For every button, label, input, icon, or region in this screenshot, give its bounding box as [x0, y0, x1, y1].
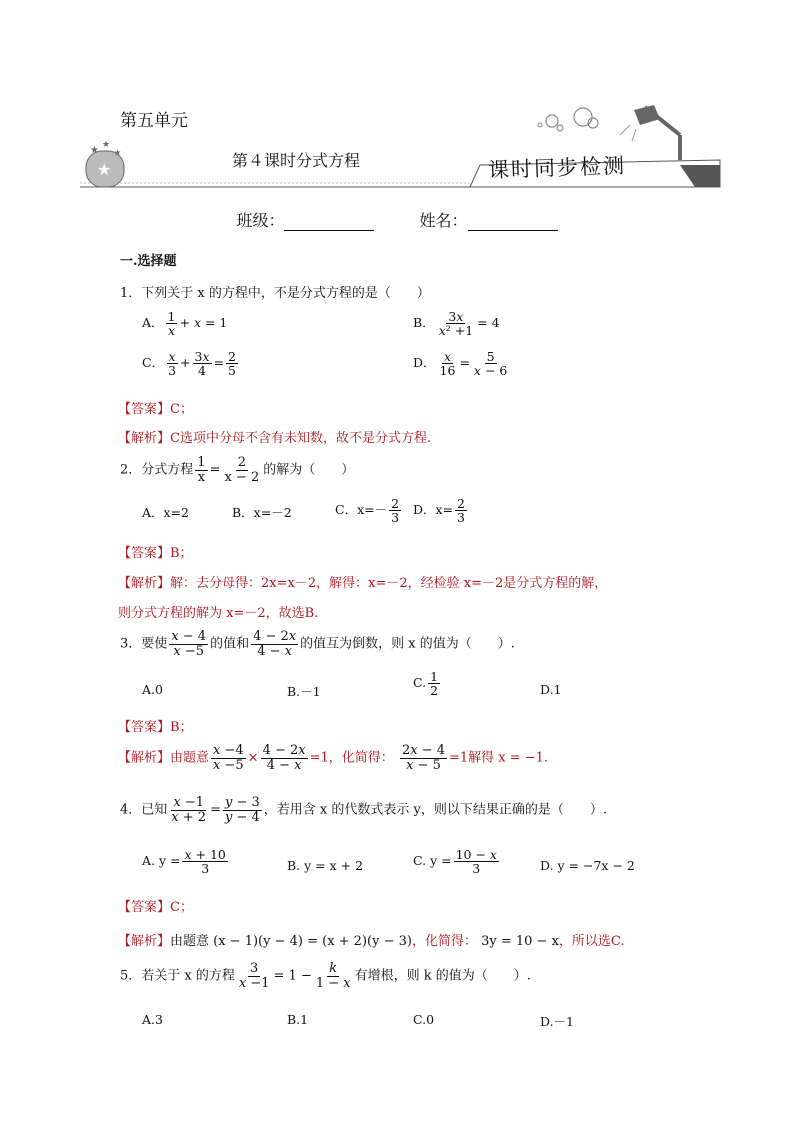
q4-option-c: C. y = $\frac{10 - x}{3}$ [413, 847, 497, 877]
q4-analysis: 【解析】由题意 (x − 1)(y − 4) = (x + 2)(y − 3)，化简得： 3y = 10 − x，所以选C. [118, 934, 625, 949]
question-2-stem: 2．分式方程 $\frac{1}{x}$ = $\frac{2}{x - 2}$ 的解为（ ） [120, 455, 355, 485]
svg-text:★: ★ [114, 148, 122, 157]
svg-text:★: ★ [90, 145, 99, 156]
q1-option-a: A． $\frac{1}{x}$ + x = 1 [142, 309, 228, 339]
q1-option-c: C． $\frac{x}{3}$ + $\frac{3x}{4}$ = $\frac{2}{5}$ [142, 349, 236, 379]
q2-option-c: C．x=－ $\frac{2}{3}$ [335, 496, 400, 526]
question-5-stem: 5．若关于 x 的方程 $\frac{3}{x -1}$ = 1 − $\frac{k}{1 - x}$ 有增根，则 k 的值为（ ）. [120, 961, 531, 991]
q3-analysis: 【解析】由题意 $\frac{x -4}{x -5}$ × $\frac{4 - 2x}{4 - x}$ =1，化简得： $\frac{2x - 4}{x - 5}$ =1解得 x = −1. [118, 743, 549, 773]
unit-title: 第五单元 [120, 111, 188, 131]
q3-option-c: C. $\frac{1}{2}$ [413, 669, 439, 699]
svg-text:★: ★ [102, 140, 111, 150]
svg-text:★: ★ [97, 160, 112, 179]
q4-option-b: B. y = x + 2 [287, 858, 364, 873]
q2-answer: 【答案】B； [118, 546, 193, 561]
question-3-stem: 3．要使 $\frac{x - 4}{x -5}$ 的值和 $\frac{4 - 2x}{4 - x}$ 的值互为倒数，则 x 的值为（ ）. [120, 629, 515, 659]
q5-option-b: B.1 [287, 1012, 309, 1027]
q2-option-b: B．x=－2 [232, 505, 292, 520]
class-field[interactable] [284, 214, 374, 231]
q4-option-a: A. y = $\frac{x + 10}{3}$ [142, 847, 226, 877]
q5-option-d: D.－1 [540, 1014, 575, 1029]
name-field[interactable] [468, 214, 558, 231]
q3-option-a: A.0 [142, 682, 163, 697]
student-info [0, 208, 794, 231]
q5-option-c: C.0 [413, 1012, 435, 1027]
q4-answer: 【答案】C； [118, 900, 193, 915]
q2-analysis: 【解析】解：去分母得：2x=x－2，解得：x=－2，经检验 x=－2是分式方程的解， [118, 576, 608, 591]
q1-answer: 【答案】C； [118, 402, 193, 417]
q2-analysis-cont: 则分式方程的解为 x=－2，故选B. [118, 606, 319, 621]
q4-option-d: D. y = −7x − 2 [540, 858, 635, 873]
name-label: 姓名： [419, 211, 468, 230]
q3-option-d: D.1 [540, 682, 562, 697]
q1-analysis: 【解析】C选项中分母不含有未知数，故不是分式方程. [118, 431, 432, 446]
q1-option-d: D． $\frac{x}{16}$ = $\frac{5}{x - 6}$ [413, 349, 508, 379]
q5-option-a: A.3 [142, 1012, 163, 1027]
question-4-stem: 4．已知 $\frac{x -1}{x + 2}$ = $\frac{y - 3}{y - 4}$ ，若用含 x 的代数式表示 y，则以下结果正确的是（ ）. [120, 795, 607, 825]
question-1-stem: 1．下列关于 x 的方程中，不是分式方程的是（ ） [120, 286, 430, 301]
section-heading: 一.选择题 [120, 254, 177, 269]
q1-option-b: B． $\frac{3x}{\text{x² +1}}$ = 4 [413, 309, 500, 339]
q2-option-d: D．x= $\frac{2}{3}$ [413, 496, 465, 526]
q3-answer: 【答案】B； [118, 720, 193, 735]
class-label: 班级： [236, 211, 285, 230]
brand-label: 课时同步检测 [487, 153, 627, 183]
lesson-title: 第４课时分式方程 [232, 151, 361, 170]
q3-option-b: B.－1 [287, 684, 321, 699]
q2-option-a: A．x=2 [142, 505, 190, 520]
